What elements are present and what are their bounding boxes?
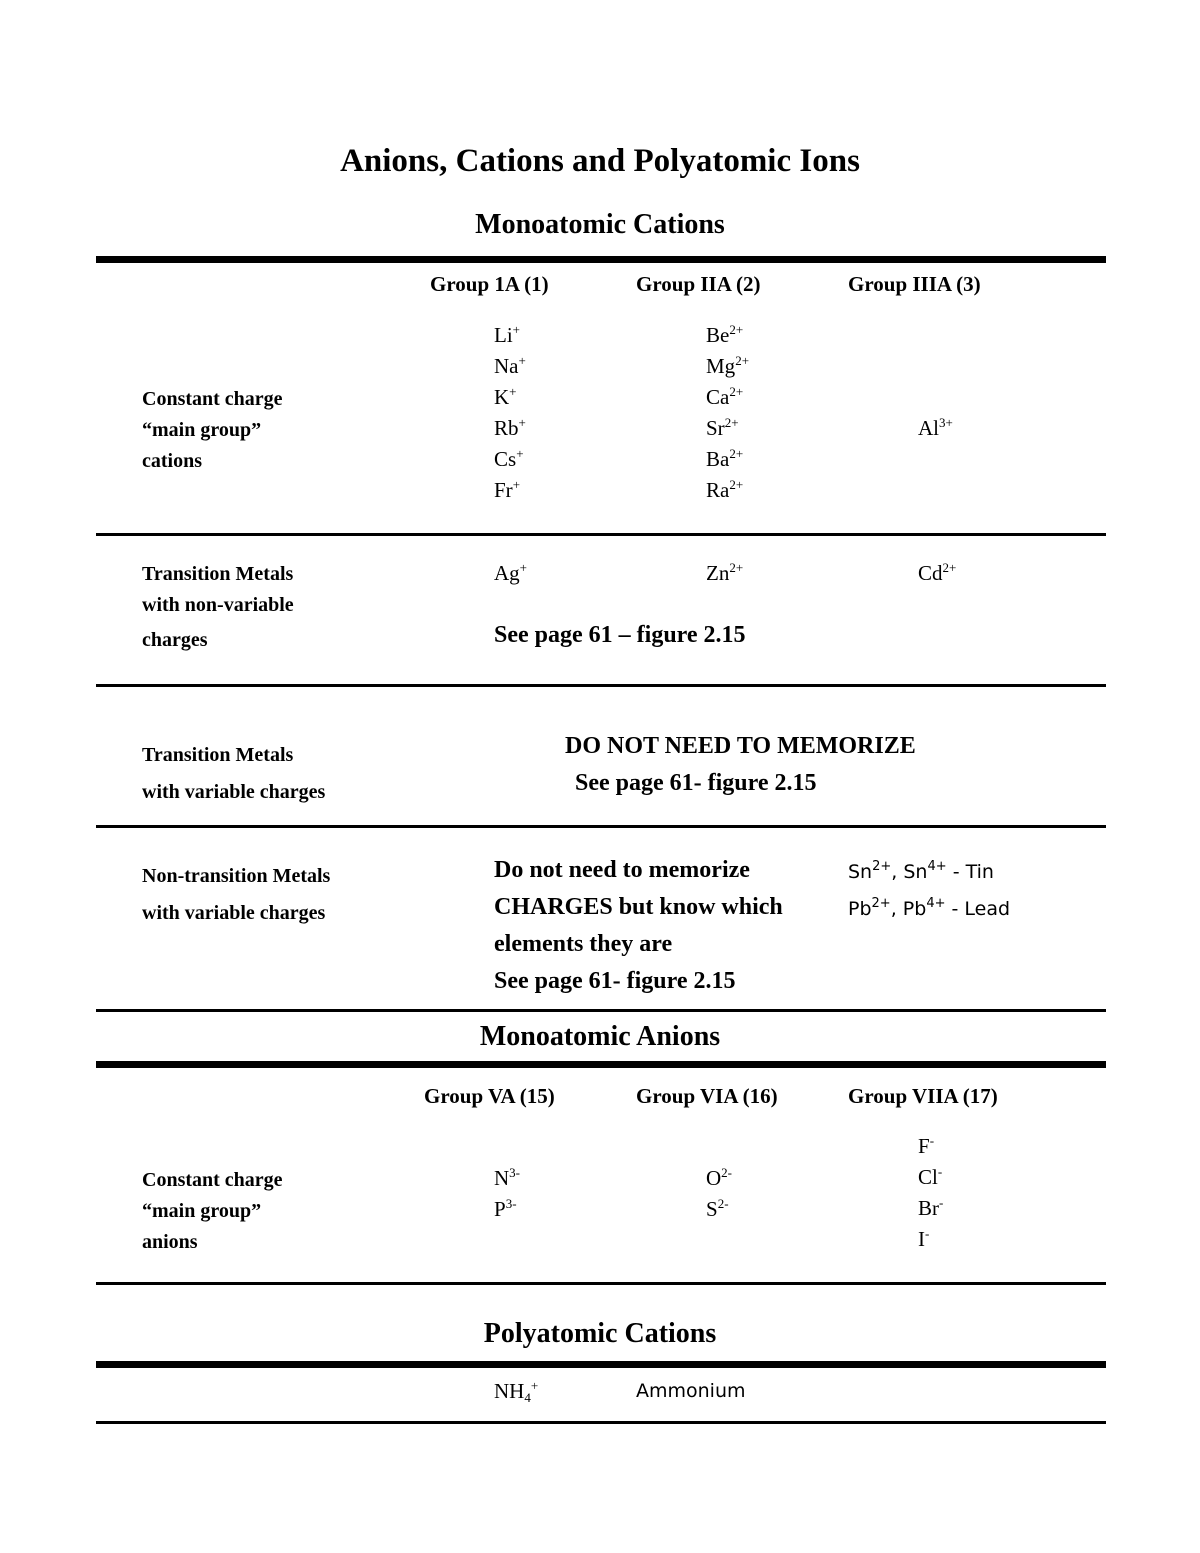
page-title: Anions, Cations and Polyatomic Ions [340, 143, 860, 179]
ion-entry [706, 351, 749, 382]
label-line: “main group” [142, 419, 262, 441]
ion-charge: 2+ [872, 859, 892, 874]
group-header-3a: Group IIIA (3) [848, 272, 981, 296]
ion-charge: 3+ [939, 415, 953, 430]
ion-symbol: Pb [848, 898, 872, 920]
formula-subscript: 4 [524, 1390, 531, 1405]
ion-charge: 2+ [724, 415, 739, 430]
ion-entry [918, 1162, 943, 1193]
ion-entry [494, 351, 526, 382]
ion-charge: 2+ [735, 353, 750, 368]
ion-entry [918, 1224, 943, 1255]
note-line: elements they are [494, 931, 673, 957]
divider-thick [96, 1361, 1106, 1368]
divider [96, 684, 1106, 687]
ion-entry [494, 444, 526, 475]
label-line: Non-transition Metals [142, 865, 331, 887]
ion-charge: 2+ [729, 384, 744, 399]
note-line: CHARGES but know which [494, 894, 783, 920]
ion-charge: 2- [721, 1165, 733, 1180]
label-line: cations [142, 450, 202, 472]
ion-charge: + [512, 322, 521, 337]
ion-charge: 2+ [729, 446, 744, 461]
divider-thick [96, 256, 1106, 263]
ion-entry [494, 475, 526, 506]
ion-symbol: Zn [706, 561, 730, 585]
separator: , [890, 898, 903, 920]
ion-entry [494, 413, 526, 444]
label-line: with variable charges [142, 781, 326, 803]
ion-charge: 3- [505, 1196, 517, 1211]
ion-charge: + [518, 415, 526, 430]
ion-entry [918, 1131, 943, 1162]
ion-charge: - [929, 1133, 935, 1148]
ion-entry [494, 320, 526, 351]
ion-tin [848, 857, 994, 888]
ion-charge: + [509, 384, 517, 399]
ion-symbol: Sr [706, 416, 725, 440]
ion-symbol: Ca [706, 385, 730, 409]
ion-charge: 2+ [871, 896, 891, 911]
ion-charge: 2+ [729, 322, 744, 337]
memorize-note: DO NOT NEED TO MEMORIZE [565, 733, 916, 759]
row-label-transition-variable [142, 737, 325, 811]
separator: , [891, 861, 904, 883]
group-header-5a: Group VA (15) [424, 1084, 555, 1108]
ion-entry [494, 1194, 520, 1225]
ion-silver [494, 558, 527, 589]
ion-zinc [706, 558, 743, 589]
ion-lead [848, 894, 1010, 925]
divider [96, 1009, 1106, 1012]
group1-ion-list [494, 320, 526, 506]
ion-symbol: Rb [494, 416, 519, 440]
ion-symbol: K [494, 385, 510, 409]
divider-thick [96, 1061, 1106, 1068]
group-header-6a: Group VIA (16) [636, 1084, 778, 1108]
section-heading-monoatomic-anions: Monoatomic Anions [479, 1021, 721, 1052]
ion-symbol: Fr [494, 478, 513, 502]
label-line: charges [142, 629, 208, 651]
ion-entry [706, 382, 749, 413]
row-label-transition-nonvariable [142, 559, 294, 656]
element-name: - Tin [946, 861, 994, 883]
ion-charge: + [518, 353, 526, 368]
ion-charge: + [516, 446, 524, 461]
reference-note: See page 61- figure 2.15 [575, 770, 817, 796]
note-line: See page 61- figure 2.15 [494, 968, 736, 994]
ion-charge: + [519, 560, 528, 575]
ion-entry [706, 1194, 732, 1225]
ion-entry [494, 1163, 520, 1194]
ion-symbol: Al [918, 416, 939, 440]
ion-charge: 2+ [729, 477, 744, 492]
section-heading-polyatomic-cations: Polyatomic Cations [483, 1318, 717, 1349]
row-label-nontransition-variable [142, 858, 330, 932]
ion-entry [494, 382, 526, 413]
group2-ion-list [706, 320, 749, 506]
label-line: with non-variable [142, 594, 294, 616]
ion-entry [706, 413, 749, 444]
note-line: Do not need to memorize [494, 857, 750, 883]
ion-symbol: Li [494, 323, 513, 347]
ion-entry [706, 475, 749, 506]
formula-base: NH [494, 1379, 525, 1403]
ion-entry [918, 1193, 943, 1224]
group16-ion-list [706, 1163, 732, 1225]
ion-symbol: Sn [848, 861, 873, 883]
ion-symbol: S [706, 1197, 718, 1221]
ion-symbol: Ra [706, 478, 730, 502]
row-label-main-group-cations [142, 384, 283, 477]
divider [96, 1282, 1106, 1285]
ion-symbol: I [918, 1227, 925, 1251]
nontransition-note [494, 852, 783, 1000]
ion-charge: - [925, 1226, 930, 1241]
divider [96, 1421, 1106, 1424]
label-line: Transition Metals [142, 744, 294, 766]
ion-aluminum [918, 413, 953, 444]
divider [96, 533, 1106, 536]
group17-ion-list [918, 1131, 943, 1255]
ion-charge: - [939, 1195, 944, 1210]
divider [96, 825, 1106, 828]
ion-entry [706, 444, 749, 475]
ion-symbol: Br [918, 1196, 939, 1220]
ion-symbol: Ag [494, 561, 520, 585]
group-header-7a: Group VIIA (17) [848, 1084, 998, 1108]
ion-symbol: Cd [918, 561, 943, 585]
group-header-2a: Group IIA (2) [636, 272, 761, 296]
ion-charge: 4+ [926, 896, 946, 911]
label-line: Transition Metals [142, 563, 294, 585]
ion-symbol: F [918, 1134, 930, 1158]
row-label-main-group-anions [142, 1165, 283, 1258]
label-line: anions [142, 1231, 198, 1253]
ion-ammonium-name: Ammonium [636, 1380, 746, 1402]
ion-symbol: O [706, 1166, 722, 1190]
label-line: Constant charge [142, 1169, 283, 1191]
ion-symbol: Mg [706, 354, 736, 378]
ion-symbol: Na [494, 354, 519, 378]
ion-charge: + [530, 1378, 539, 1393]
ion-symbol: Ba [706, 447, 730, 471]
label-line: “main group” [142, 1200, 262, 1222]
ion-charge: - [937, 1164, 943, 1179]
section-heading-monoatomic-cations: Monoatomic Cations [475, 209, 725, 240]
label-line: with variable charges [142, 902, 326, 924]
ion-symbol: P [494, 1197, 506, 1221]
ion-charge: 4+ [927, 859, 947, 874]
element-name: - Lead [945, 898, 1011, 920]
ion-cadmium [918, 558, 956, 589]
ion-symbol: Cs [494, 447, 517, 471]
ion-symbol: Be [706, 323, 730, 347]
group-header-1a: Group 1A (1) [430, 272, 549, 296]
ion-symbol: Cl [918, 1165, 938, 1189]
ion-symbol: Pb [902, 898, 927, 920]
ion-symbol: Sn [903, 861, 928, 883]
label-line: Constant charge [142, 388, 283, 410]
group15-ion-list [494, 1163, 520, 1225]
ion-charge: 2+ [729, 560, 744, 575]
reference-note: See page 61 – figure 2.15 [494, 622, 746, 648]
ion-entry [706, 320, 749, 351]
ion-charge: 2+ [942, 560, 957, 575]
ion-charge: 2- [717, 1196, 729, 1211]
ion-entry [706, 1163, 732, 1194]
ion-symbol: N [494, 1166, 510, 1190]
ion-charge: + [512, 477, 521, 492]
ion-ammonium-formula [494, 1376, 538, 1407]
ion-charge: 3- [509, 1165, 521, 1180]
